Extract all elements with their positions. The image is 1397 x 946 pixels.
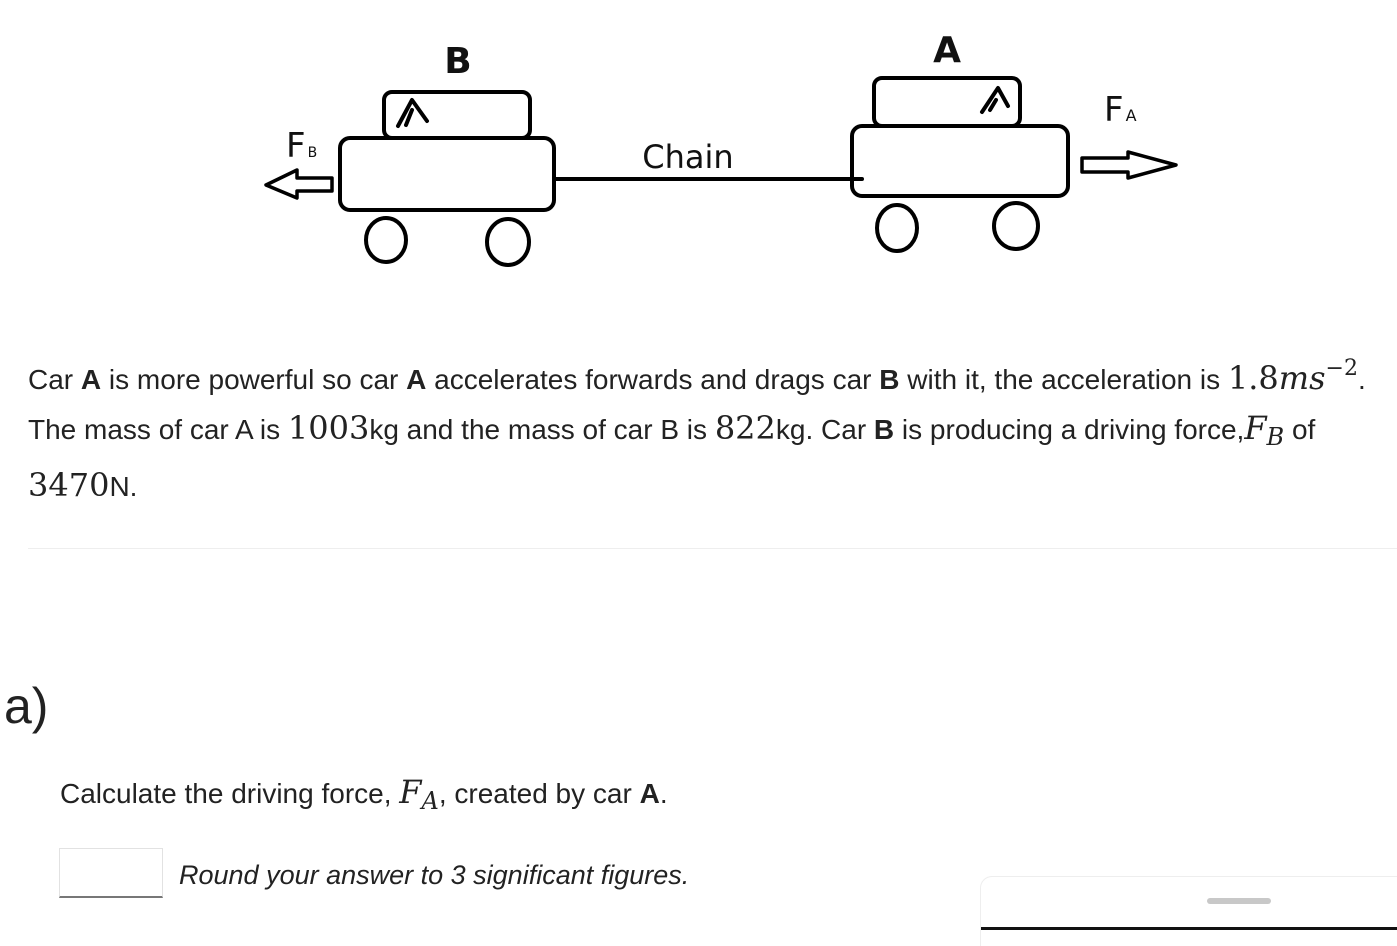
force-a-label: F A	[1104, 90, 1137, 130]
question-text: Car A is more powerful so car A accelerates forwards and drags car B with it, the acceleration is $1.8ms^{-2}$. The mass of car A is 1003kg and the mass of car B is 822kg. Car B is producing a driving $force,F_B$ of 3470N.	[28, 356, 1366, 504]
force-a-arrow-icon	[1082, 152, 1176, 178]
car-b-label: B	[444, 41, 472, 82]
car-a-wheel-front	[994, 203, 1038, 249]
car-diagram	[0, 0, 1397, 300]
force-a-symbol: F	[399, 773, 422, 811]
acceleration-exponent: −2	[1325, 356, 1358, 381]
car-a-ref: A	[639, 778, 660, 809]
car-a-ref: A	[406, 364, 427, 395]
car-b-steering-wheel-icon	[398, 100, 427, 126]
force-b-arrow-icon	[266, 170, 332, 198]
force-b-subscript: B	[1266, 423, 1285, 451]
car-a-steering-wheel-icon	[982, 88, 1008, 112]
bottom-sheet[interactable]	[980, 876, 1397, 946]
section-divider	[28, 548, 1397, 549]
answer-input[interactable]	[59, 848, 163, 898]
car-a-ref: A	[80, 364, 102, 395]
mass-b-value: 822	[714, 409, 776, 447]
force-a-subscript: A	[421, 787, 439, 815]
mass-a-value: 1003	[287, 409, 370, 447]
force-b-symbol: F	[1244, 409, 1267, 447]
car-b-ref: B	[873, 414, 895, 445]
car-b-ref: B	[879, 364, 900, 395]
car-a-body	[852, 126, 1068, 196]
force-b-value: 3470	[28, 466, 110, 504]
car-b-wheel-rear	[366, 218, 406, 262]
car-b-wheel-front	[487, 219, 529, 265]
car-a-wheel-rear	[877, 205, 917, 251]
bottom-sheet-handle[interactable]	[1207, 898, 1271, 904]
rounding-hint: Round your answer to 3 significant figures.	[179, 860, 690, 890]
car-a-cabin	[874, 78, 1020, 126]
part-question: Calculate the driving force, $F_A$, created by car A.	[60, 773, 668, 815]
chain-label: Chain	[642, 138, 734, 176]
car-a-label: A	[933, 30, 961, 71]
acceleration-unit: ms	[1278, 359, 1326, 397]
car-b-body	[340, 138, 554, 210]
acceleration-value: 1.8	[1227, 359, 1279, 397]
part-label: a)	[4, 678, 49, 734]
force-b-label: F B	[286, 126, 318, 166]
